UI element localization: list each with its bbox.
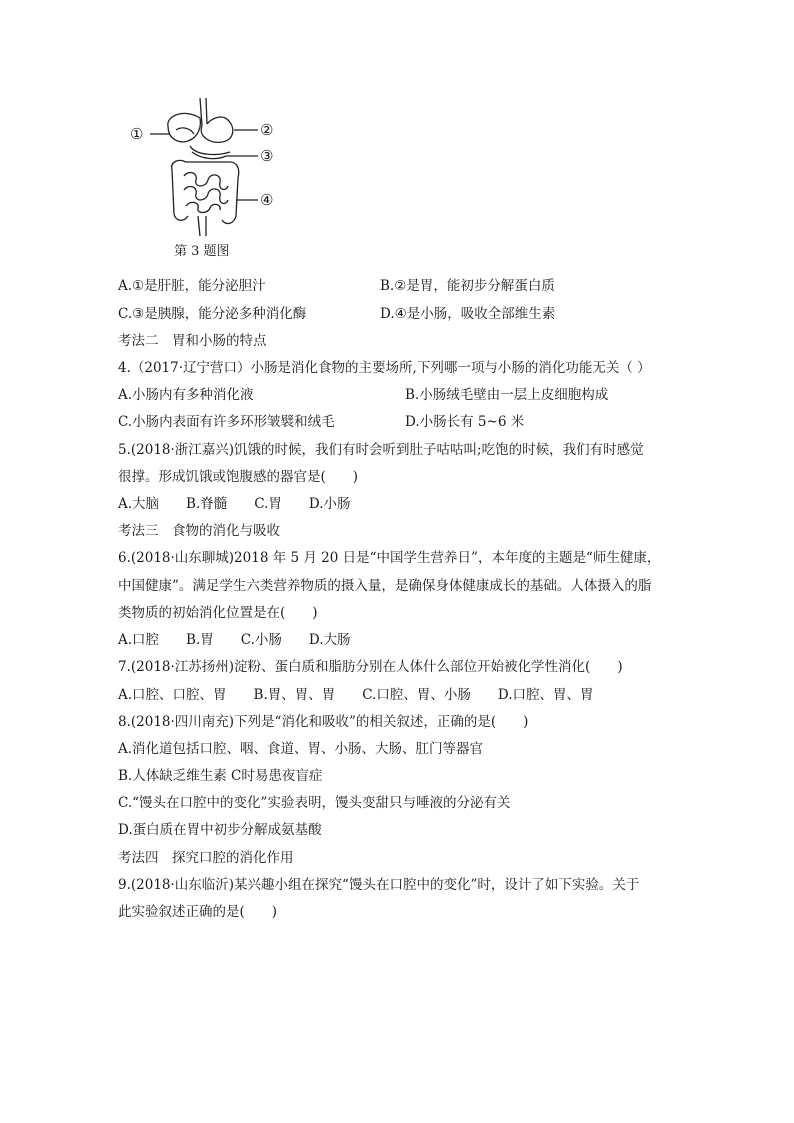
q5-stem-line1: 5.(2018·浙江嘉兴)饥饿的时候，我们有时会听到肚子咕咕叫;吃饱的时候，我们有时感觉 (118, 442, 644, 458)
q6-stem-line2: 中国健康”。满足学生六类营养物质的摄入量，是确保身体健康成长的基础。人体摄入的脂 (118, 578, 652, 594)
figure-label-4: ④ (260, 191, 274, 209)
q3-option-a: A.①是肝脏，能分泌胆汁 (118, 278, 266, 294)
q4-option-b: B.小肠绒毛壁由一层上皮细胞构成 (405, 387, 609, 403)
q4-option-c: C.小肠内表面有许多环形皱襞和绒毛 (118, 414, 335, 430)
section-heading-2: 考法二 胃和小肠的特点 (118, 333, 267, 349)
q9-stem-line1: 9.(2018·山东临沂)某兴趣小组在探究“馒头在口腔中的变化”时，设计了如下实验。关于 (118, 877, 640, 893)
q3-option-c: C.③是胰腺，能分泌多种消化酶 (118, 306, 307, 322)
q7-stem: 7.(2018·江苏扬州)淀粉、蛋白质和脂肪分别在人体什么部位开始被化学性消化( ) (118, 659, 623, 675)
section-heading-4: 考法四 探究口腔的消化作用 (118, 850, 294, 866)
q4-stem: 4.（2017·辽宁营口）小肠是消化食物的主要场所,下列哪一项与小肠的消化功能无关（ ） (118, 360, 651, 376)
q8-option-c: C.“馒头在口腔中的变化”实验表明，馒头变甜只与唾液的分泌有关 (118, 795, 511, 811)
q3-option-b: B.②是胃，能初步分解蛋白质 (380, 278, 555, 294)
q8-option-b: B.人体缺乏维生素 C时易患夜盲症 (118, 768, 323, 784)
figure-label-2: ② (260, 121, 274, 139)
q6-options: A.口腔 B.胃 C.小肠 D.大肠 (118, 632, 351, 648)
q4-option-a: A.小肠内有多种消化液 (118, 387, 254, 403)
q7-options: A.口腔、口腔、胃 B.胃、胃、胃 C.口腔、胃、小肠 D.口腔、胃、胃 (118, 687, 594, 703)
q3-option-d: D.④是小肠，吸收全部维生素 (380, 306, 556, 322)
digestive-system-diagram (126, 96, 286, 241)
q8-stem: 8.(2018·四川南充)下列是“消化和吸收”的相关叙述，正确的是( ) (118, 714, 529, 730)
q4-option-d: D.小肠长有 5~6 米 (405, 414, 525, 430)
q8-option-a: A.消化道包括口腔、咽、食道、胃、小肠、大肠、肛门等器官 (118, 741, 484, 757)
figure-caption: 第 3 题图 (174, 244, 230, 259)
figure-label-3: ③ (260, 147, 274, 165)
section-heading-3: 考法三 食物的消化与吸收 (118, 523, 280, 539)
q6-stem-line3: 类物质的初始消化位置是在( ) (118, 605, 318, 621)
q5-options: A.大脑 B.脊髓 C.胃 D.小肠 (118, 496, 351, 512)
q9-stem-line2: 此实验叙述正确的是( ) (118, 904, 278, 920)
figure-label-1: ① (130, 125, 144, 143)
q6-stem-line1: 6.(2018·山东聊城)2018 年 5 月 20 日是“中国学生营养日”，本年度的主题是“师生健康， (118, 550, 661, 566)
digestive-system-figure (126, 96, 286, 241)
q5-stem-line2: 很撑。形成饥饿或饱腹感的器官是( ) (118, 469, 359, 485)
q8-option-d: D.蛋白质在胃中初步分解成氨基酸 (118, 822, 322, 838)
